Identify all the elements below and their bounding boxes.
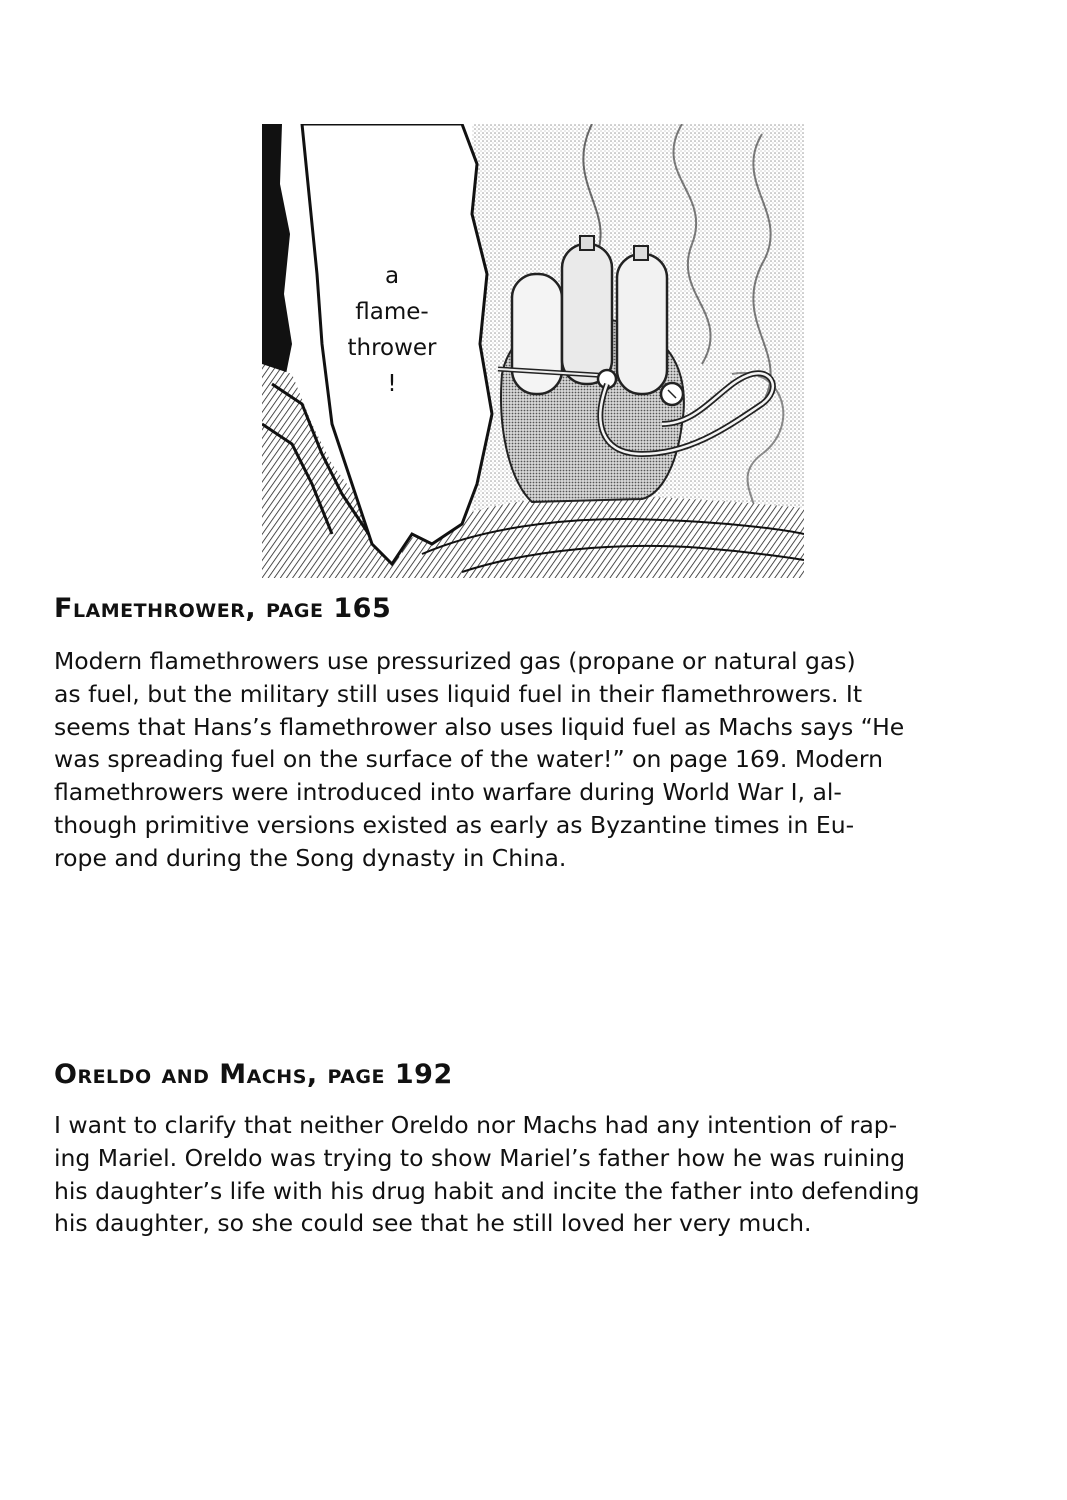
speech-line: ! [387,371,397,397]
note-body-flamethrower [54,645,1014,875]
note-line: was spreading fuel on the surface of the water!” on page 169. Modern [54,745,883,774]
note-line: flamethrowers were introduced into warfare during World War I, al- [54,778,842,807]
note-line: Modern flamethrowers use pressurized gas (propane or natural gas) [54,647,856,675]
note-line: his daughter’s life with his drug habit and incite the father into defending [54,1176,920,1205]
speech-line: flame- [355,299,429,325]
note-line: I want to clarify that neither Oreldo nor Machs had any intention of rap- [54,1111,898,1139]
note-line: though primitive versions existed as early as Byzantine times in Eu- [54,810,855,839]
speech-line: a [384,263,400,289]
note-line: as fuel, but the military still uses liquid fuel in their flamethrowers. It [54,679,863,708]
speech-line: thrower [347,335,437,361]
speech-bubble-text [322,258,462,402]
note-line: seems that Hans’s flamethrower also uses liquid fuel as Machs says “He [54,712,905,741]
note-body-oreldo-machs [54,1109,1014,1240]
note-line: rope and during the Song dynasty in China. [54,843,567,872]
note-line: ing Mariel. Oreldo was trying to show Mariel’s father how he was ruining [54,1143,906,1172]
note-heading-oreldo-machs: Oreldo and Machs, page 192 [54,1059,453,1090]
note-heading-flamethrower: Flamethrower, page 165 [54,593,392,624]
note-line: his daughter, so she could see that he still loved her very much. [54,1209,812,1238]
